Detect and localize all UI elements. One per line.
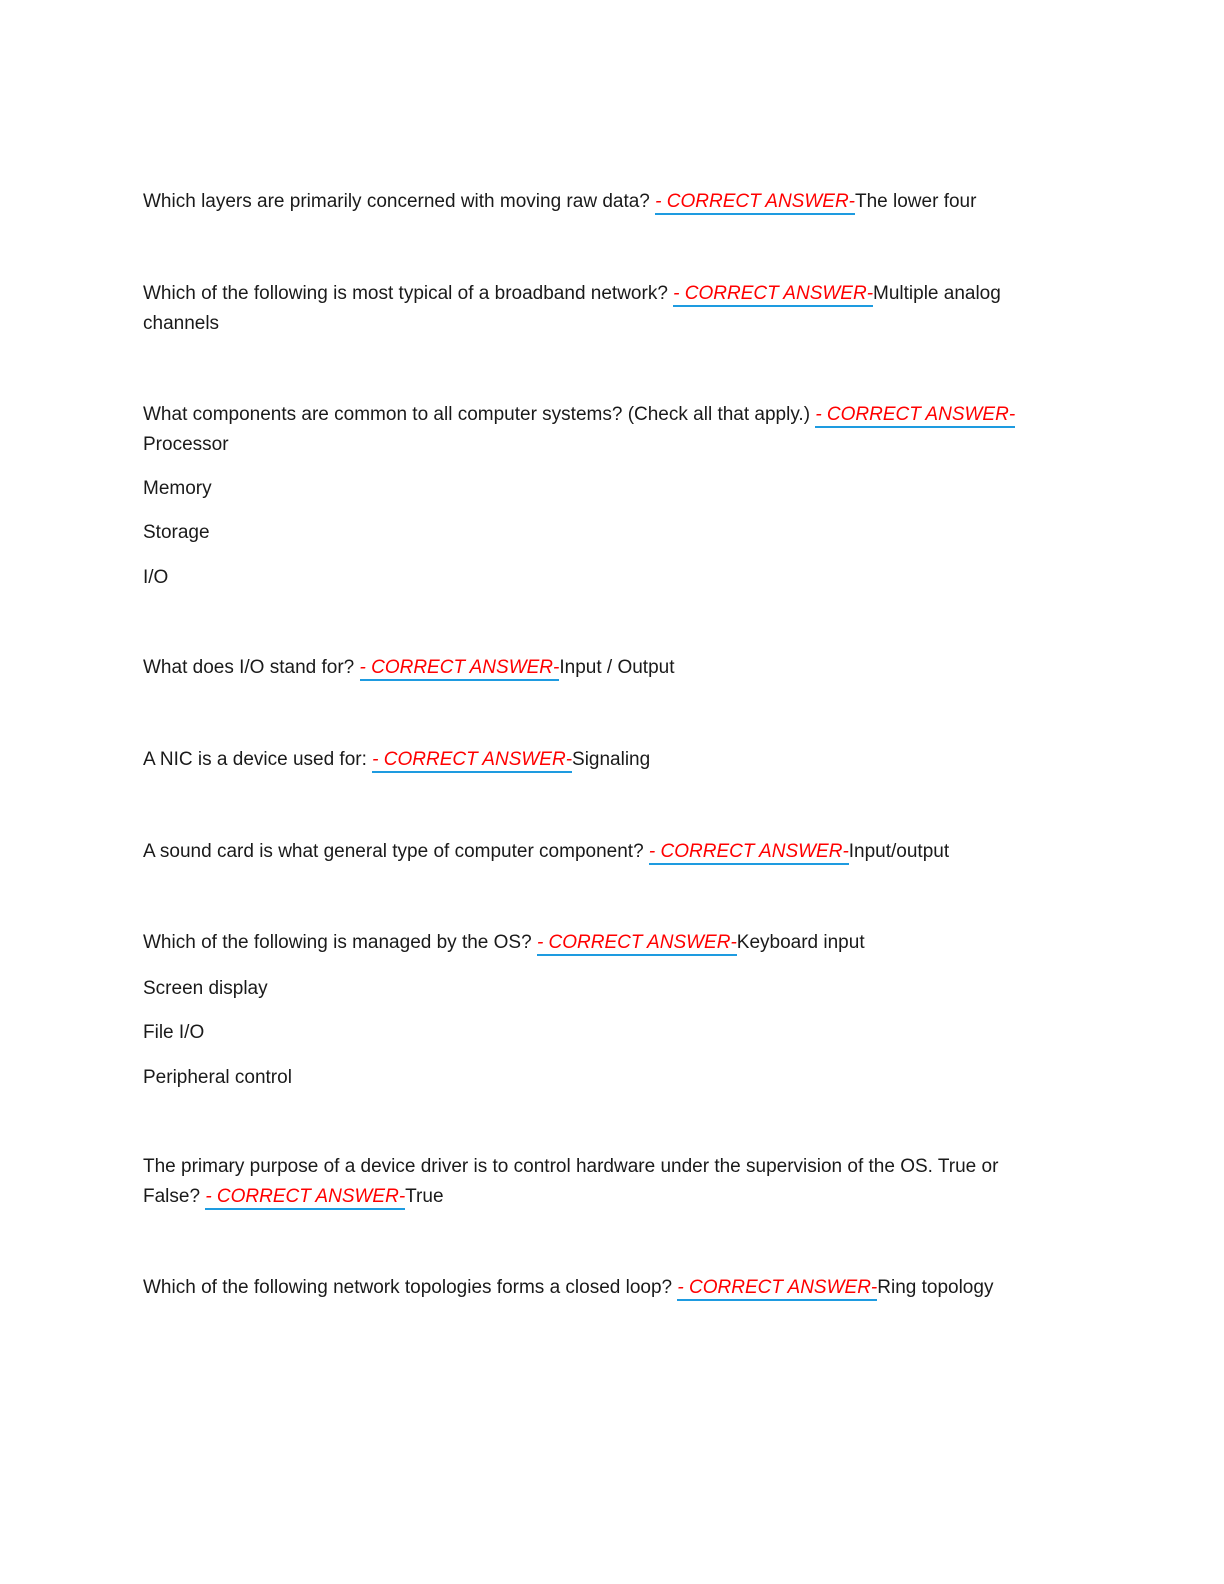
qa-item — [143, 745, 1063, 775]
correct-answer-marker: - CORRECT ANSWER- — [537, 932, 737, 956]
question-text: Which of the following is most typical of a broadband network? — [143, 283, 674, 304]
correct-answer-marker: - CORRECT ANSWER- — [677, 1277, 877, 1301]
qa-item — [143, 837, 1063, 867]
correct-answer-marker: - CORRECT ANSWER- — [655, 191, 855, 215]
answer-list-item: Screen display — [143, 978, 268, 999]
answer-list-item: Memory — [143, 478, 212, 499]
question-text: The primary purpose of a device driver is to control hardware under the supervision of the OS. True or — [143, 1156, 999, 1177]
question-text: Which of the following is managed by the OS? — [143, 932, 537, 953]
answer-continuation: channels — [143, 313, 220, 334]
answer-text: Input / Output — [559, 657, 675, 678]
answer-text: Input/output — [848, 841, 950, 862]
answer-text: Ring topology — [877, 1277, 994, 1298]
answer-text: Processor — [143, 434, 229, 455]
correct-answer-marker: - CORRECT ANSWER- — [372, 749, 572, 773]
answer-list-item: I/O — [143, 567, 169, 588]
correct-answer-marker: - CORRECT ANSWER- — [360, 657, 560, 681]
answer-list-item: Storage — [143, 522, 210, 543]
qa-item — [143, 400, 1063, 430]
question-text: What components are common to all computer systems? (Check all that apply.) — [143, 404, 816, 425]
qa-item — [143, 279, 1063, 309]
answer-text: True — [405, 1186, 444, 1207]
answer-list-item: File I/O — [143, 1022, 205, 1043]
answer-text: The lower four — [855, 191, 977, 212]
correct-answer-marker: - CORRECT ANSWER- — [205, 1186, 405, 1210]
question-text: What does I/O stand for? — [143, 657, 360, 678]
question-continuation: False? — [143, 1186, 206, 1207]
question-text: A sound card is what general type of computer component? — [143, 841, 649, 862]
answer-text: Multiple analog — [873, 283, 1001, 304]
question-text: A NIC is a device used for: — [143, 749, 373, 770]
qa-item — [143, 1273, 1063, 1303]
answer-text: Signaling — [572, 749, 651, 770]
answer-list-item: Peripheral control — [143, 1067, 292, 1088]
qa-item — [143, 187, 1063, 217]
question-text: Which layers are primarily concerned with moving raw data? — [143, 191, 656, 212]
answer-text: Keyboard input — [736, 932, 865, 953]
qa-item — [143, 1182, 1063, 1212]
correct-answer-marker: - CORRECT ANSWER- — [673, 283, 873, 307]
correct-answer-marker: - CORRECT ANSWER- — [815, 404, 1015, 428]
qa-item — [143, 653, 1063, 683]
qa-item — [143, 928, 1063, 958]
question-text: Which of the following network topologies forms a closed loop? — [143, 1277, 678, 1298]
correct-answer-marker: - CORRECT ANSWER- — [649, 841, 849, 865]
